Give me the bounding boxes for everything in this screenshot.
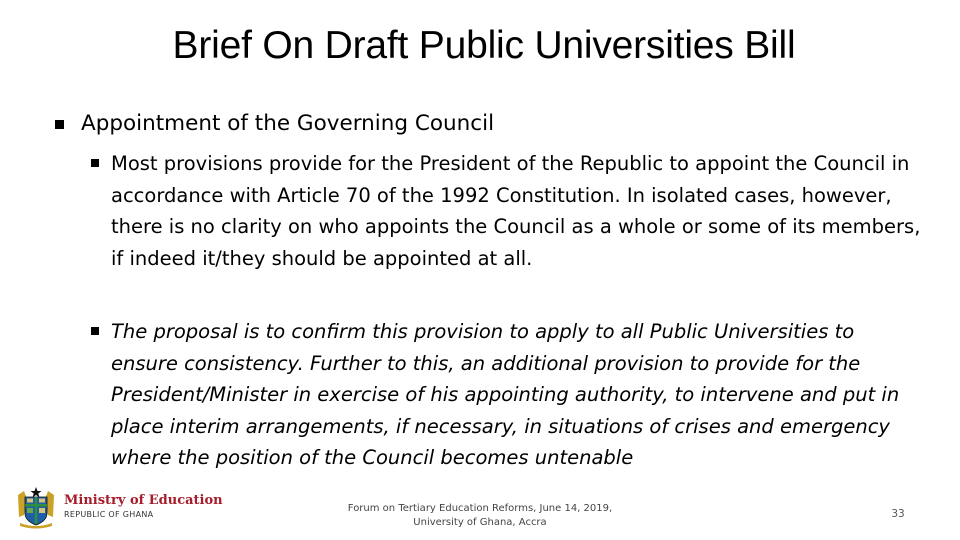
footer-event-line-2: University of Ghana, Accra xyxy=(413,517,547,528)
ministry-text-block xyxy=(64,493,223,521)
footer-event-info xyxy=(320,502,640,530)
ministry-country: REPUBLIC OF GHANA xyxy=(64,510,154,519)
ghana-coat-of-arms-icon xyxy=(14,485,58,529)
slide-number: 33 xyxy=(891,508,905,520)
sub-bullet-text: The proposal is to confirm this provision to apply to all Public Universities to ensure consistency. Further to this, an additional provision to provide for the President/Minister in exercise of his appointing authority, to intervene and put in place interim arrangements, if necessary, in situations of crises and emergency where the position of the Council becomes untenable xyxy=(111,320,900,469)
ministry-name: Ministry of Education xyxy=(64,493,223,508)
bullet-appointment-of-governing-council xyxy=(55,108,935,140)
square-bullet-icon xyxy=(91,159,99,167)
slide-title: Brief On Draft Public Universities Bill xyxy=(172,24,796,67)
sub-bullet-text: Most provisions provide for the President of the Republic to appoint the Council in accordance with Article 70 of the 1992 Constitution. In isolated cases, however, there is no clarity on who appoints the Council as a whole or some of its members, if indeed it/they should be appointed at all. xyxy=(111,152,921,270)
ministry-logo xyxy=(14,484,224,530)
square-bullet-icon xyxy=(91,327,99,335)
sub-bullet-current-provisions xyxy=(91,148,927,274)
bullet-text: Appointment of the Governing Council xyxy=(81,111,495,136)
square-bullet-icon xyxy=(55,120,64,129)
sub-bullet-proposal xyxy=(91,316,927,474)
footer-event-line-1: Forum on Tertiary Education Reforms, June 14, 2019, xyxy=(347,503,613,514)
